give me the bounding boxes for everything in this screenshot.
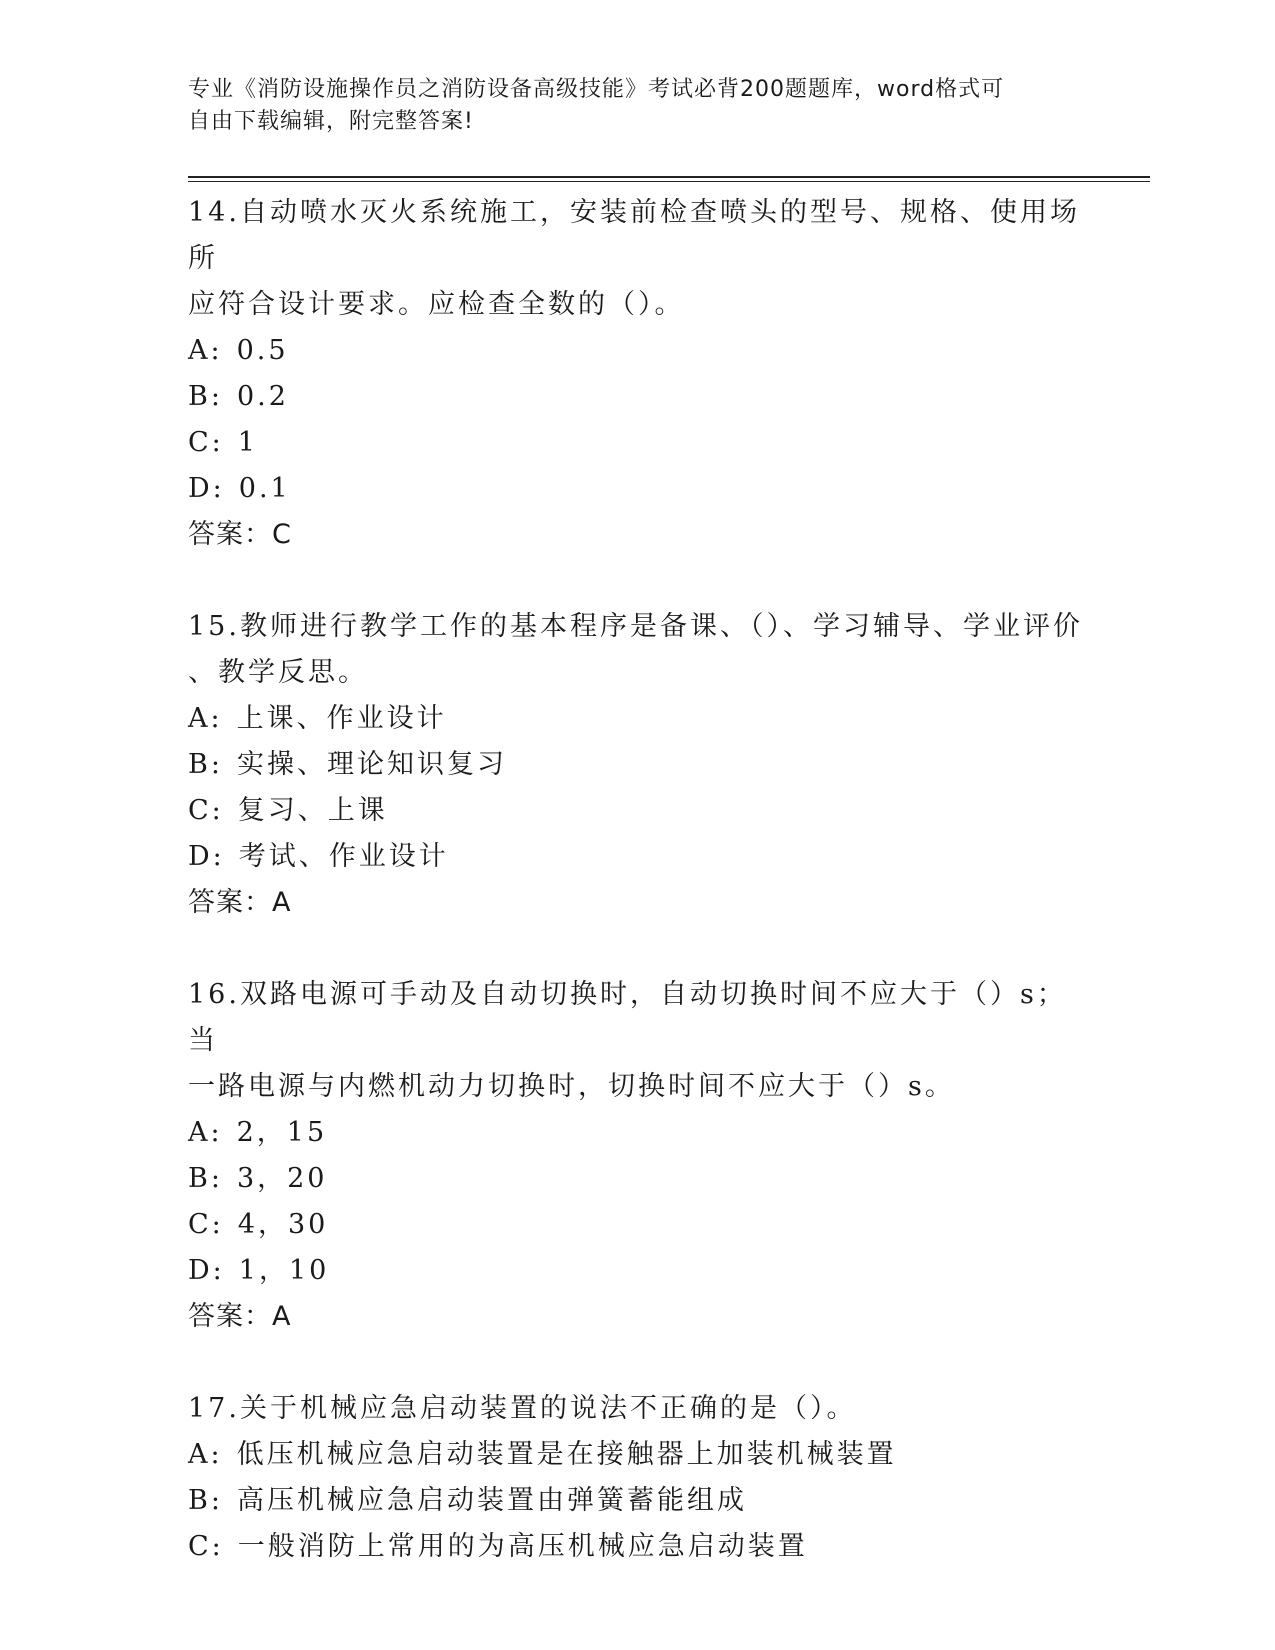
question-stem-line: 一路电源与内燃机动力切换时，切换时间不应大于（）s。: [188, 1071, 955, 1102]
option-letter: A: [188, 335, 211, 366]
header-divider-thick: [188, 176, 1150, 178]
option-letter: D: [188, 473, 213, 504]
option-text: 考试、作业设计: [238, 841, 449, 872]
answer-line: [188, 1294, 1088, 1340]
option-separator: :: [210, 381, 223, 412]
option-separator: :: [210, 1163, 223, 1194]
option-c: [188, 1202, 1088, 1248]
option-text: 1，10: [238, 1255, 330, 1286]
option-text: 2，15: [236, 1117, 328, 1148]
question-stem-line: 15.教师进行教学工作的基本程序是备课、（）、学习辅导、学业评价: [188, 611, 1083, 642]
option-separator: :: [211, 427, 224, 458]
option-list: [188, 1432, 1088, 1570]
option-letter: C: [188, 427, 212, 458]
option-a: [188, 1110, 1088, 1156]
option-letter: B: [188, 1485, 211, 1516]
answer-line: [188, 880, 1088, 926]
option-b: [188, 1156, 1088, 1202]
option-b: [188, 1478, 1088, 1524]
option-list: [188, 328, 1088, 512]
option-list: [188, 1110, 1088, 1294]
answer-label: 答案：: [188, 1301, 272, 1332]
header-line-2: 自由下载编辑，附完整答案!: [188, 109, 474, 134]
header-divider-thin: [188, 181, 1150, 182]
option-b: [188, 742, 1088, 788]
option-letter: C: [188, 1531, 212, 1562]
option-letter: B: [188, 1163, 211, 1194]
option-separator: :: [210, 1439, 223, 1470]
option-list: [188, 696, 1088, 880]
option-text: 0.5: [236, 335, 289, 366]
option-letter: D: [188, 1255, 213, 1286]
option-text: 复习、上课: [237, 795, 388, 826]
option-a: [188, 328, 1088, 374]
option-separator: :: [210, 749, 223, 780]
option-a: [188, 696, 1088, 742]
question-17: [188, 1386, 1088, 1570]
answer-label: 答案：: [188, 519, 272, 550]
option-separator: :: [211, 1209, 224, 1240]
option-text: 1: [237, 427, 258, 458]
option-letter: A: [188, 1117, 211, 1148]
question-15: [188, 604, 1088, 926]
option-text: 0.2: [236, 381, 289, 412]
answer-value: A: [272, 887, 292, 918]
option-text: 上课、作业设计: [236, 703, 447, 734]
question-list: [188, 190, 1088, 1616]
question-stem-line: 17.关于机械应急启动装置的说法不正确的是（）。: [188, 1393, 857, 1424]
answer-line: [188, 512, 1088, 558]
option-letter: C: [188, 1209, 212, 1240]
option-d: [188, 1248, 1088, 1294]
option-text: 3，20: [236, 1163, 328, 1194]
question-stem-line: 14.自动喷水灭火系统施工，安装前检查喷头的型号、规格、使用场所: [188, 197, 1080, 274]
option-separator: :: [210, 1485, 223, 1516]
option-text: 一般消防上常用的为高压机械应急启动装置: [237, 1531, 808, 1562]
question-stem-line: 、教学反思。: [188, 657, 368, 688]
option-separator: :: [210, 703, 223, 734]
answer-label: 答案：: [188, 887, 272, 918]
option-separator: :: [210, 1117, 223, 1148]
option-separator: :: [212, 1255, 225, 1286]
option-letter: A: [188, 703, 211, 734]
option-c: [188, 788, 1088, 834]
option-text: 实操、理论知识复习: [236, 749, 507, 780]
option-text: 低压机械应急启动装置是在接触器上加装机械装置: [236, 1439, 897, 1470]
answer-value: C: [272, 519, 292, 550]
answer-value: A: [272, 1301, 292, 1332]
option-d: [188, 834, 1088, 880]
option-letter: C: [188, 795, 212, 826]
option-separator: :: [212, 841, 225, 872]
question-14: [188, 190, 1088, 558]
option-a: [188, 1432, 1088, 1478]
option-c: [188, 1524, 1088, 1570]
option-letter: B: [188, 749, 211, 780]
document-header: [188, 74, 1088, 138]
option-separator: :: [212, 473, 225, 504]
option-separator: :: [211, 795, 224, 826]
option-text: 高压机械应急启动装置由弹簧蓄能组成: [236, 1485, 747, 1516]
option-separator: :: [211, 1531, 224, 1562]
header-line-1: 专业《消防设施操作员之消防设备高级技能》考试必背200题题库，word格式可: [188, 77, 1005, 102]
option-c: [188, 420, 1088, 466]
question-stem-line: 应符合设计要求。应检查全数的（）。: [188, 289, 685, 320]
option-d: [188, 466, 1088, 512]
option-text: 0.1: [238, 473, 291, 504]
question-stem-line: 16.双路电源可手动及自动切换时，自动切换时间不应大于（）s；当: [188, 979, 1067, 1056]
option-separator: :: [210, 335, 223, 366]
option-letter: B: [188, 381, 211, 412]
option-text: 4，30: [237, 1209, 329, 1240]
option-b: [188, 374, 1088, 420]
option-letter: D: [188, 841, 213, 872]
option-letter: A: [188, 1439, 211, 1470]
question-16: [188, 972, 1088, 1340]
